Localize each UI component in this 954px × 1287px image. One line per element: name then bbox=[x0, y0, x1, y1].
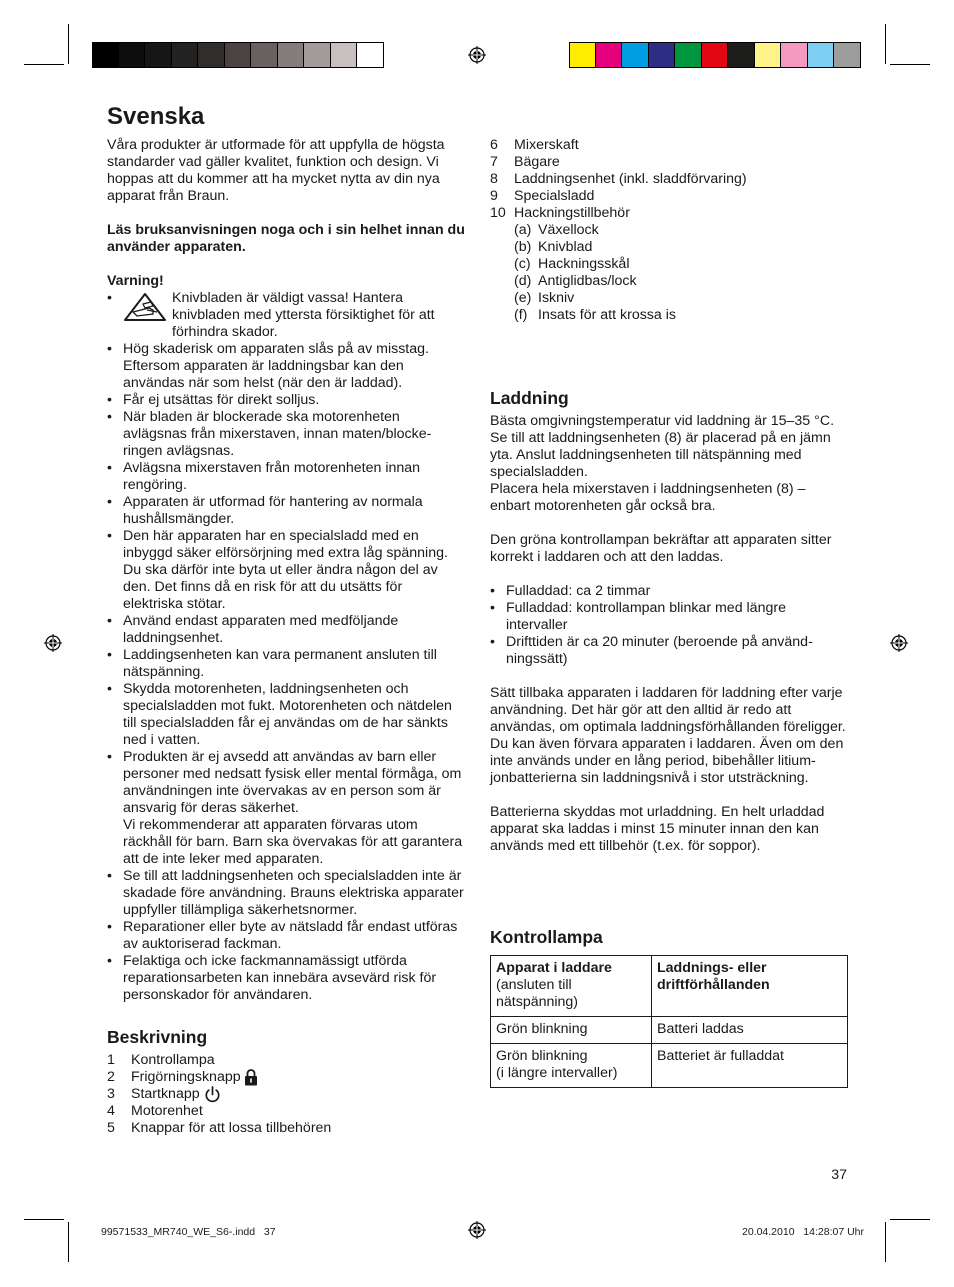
color-swatch bbox=[331, 42, 358, 68]
list-item: 6 Mixerskaft bbox=[490, 137, 579, 153]
registration-mark-icon bbox=[44, 634, 62, 652]
registration-mark-icon bbox=[468, 1221, 486, 1239]
color-swatch bbox=[781, 42, 808, 68]
page-number: 37 bbox=[831, 1167, 847, 1183]
list-item: 3 Startknapp bbox=[107, 1086, 465, 1103]
color-swatch bbox=[675, 42, 702, 68]
color-swatch bbox=[596, 42, 623, 68]
list-item: • Den här apparaten har en specialsladd med en inbyggd säker elförsörjning med extra låg spänning. Du ska därför inte byta ut eller ändra någon del av den. Det finns då en risk för att du utsätts för elektriska stötar. bbox=[107, 528, 465, 613]
warnings-list bbox=[107, 341, 465, 1004]
list-item: • Produkten är ej avsedd att användas av barn eller personer med nedsatt fysisk eller mental förmåga, om användningen inte övervakas av en person som är ansvarig för deras säkerhet. Vi rekommenderar att apparaten förvaras utom räckhåll för barn. Barn ska övervakas för att garantera att de inte leker med apparaten. bbox=[107, 749, 465, 868]
color-swatch bbox=[119, 42, 146, 68]
color-swatch bbox=[755, 42, 782, 68]
list-item: 4 Motorenhet bbox=[107, 1103, 203, 1119]
crop-mark bbox=[24, 1219, 64, 1220]
list-item: (d) Antiglidbas/lock bbox=[514, 273, 637, 289]
color-swatch bbox=[145, 42, 172, 68]
list-item: 9 Specialsladd bbox=[490, 188, 595, 204]
crop-mark bbox=[68, 24, 69, 64]
crop-mark bbox=[890, 64, 930, 65]
color-swatch bbox=[357, 42, 384, 68]
registration-mark-icon bbox=[890, 634, 908, 652]
color-swatch bbox=[304, 42, 331, 68]
list-item: • Skydda motorenheten, laddningsenheten och specialsladden mot fukt. Motorenheten och nätdelen till specialsladden får ej användas om de har sänkts ned i vatten. bbox=[107, 681, 465, 749]
list-item: • Hög skaderisk om apparaten slås på av misstag. Eftersom apparaten är laddningsbar kan den användas när som helst (när den är laddad). bbox=[107, 341, 465, 392]
table-header-row bbox=[491, 956, 848, 1017]
color-swatch bbox=[225, 42, 252, 68]
section-title-laddning: Laddning bbox=[490, 388, 569, 408]
table-row bbox=[491, 1017, 848, 1044]
accessory-sublist bbox=[490, 222, 848, 324]
right-column bbox=[490, 137, 848, 1088]
indicator-table bbox=[490, 955, 848, 1088]
list-item: (b) Knivblad bbox=[514, 239, 593, 255]
color-swatch bbox=[808, 42, 835, 68]
footer-file-info: 99571533_MR740_WE_S6-.indd 37 bbox=[101, 1226, 276, 1238]
list-item: 10 Hackningstillbehör bbox=[490, 205, 630, 221]
left-column bbox=[107, 103, 465, 1137]
read-notice: Läs bruksanvisningen noga och i sin helhet innan du använder apparaten. bbox=[107, 222, 465, 255]
laddning-bullets bbox=[490, 583, 848, 668]
list-item: 5 Knappar för att lossa tillbehören bbox=[107, 1120, 332, 1136]
list-item: (c) Hackningsskål bbox=[514, 256, 630, 272]
section-title-beskrivning: Beskrivning bbox=[107, 1027, 208, 1047]
crop-mark bbox=[68, 1222, 69, 1262]
crop-mark bbox=[24, 64, 64, 65]
table-row bbox=[491, 1044, 848, 1088]
warning-icon-text: Knivbladen är väldigt vassa! Hantera knivbladen med yttersta försiktighet för att förhindra skador. bbox=[172, 290, 435, 340]
crop-mark bbox=[885, 24, 886, 64]
list-item: • Använd endast apparaten med medföljande laddningsenhet. bbox=[107, 613, 465, 647]
color-swatch bbox=[172, 42, 199, 68]
list-item: 8 Laddningsenhet (inkl. sladdförvaring) bbox=[490, 171, 747, 187]
color-swatch bbox=[649, 42, 676, 68]
warning-icon-item: • Knivbladen är väldigt vassa! Hantera knivbladen med yttersta försiktighet för att förhindra skador. bbox=[107, 290, 435, 340]
list-item: • Får ej utsättas för direkt solljus. bbox=[107, 392, 465, 409]
color-swatch bbox=[278, 42, 305, 68]
footer-timestamp: 20.04.2010 14:28:07 Uhr bbox=[741, 1226, 864, 1238]
color-swatch bbox=[251, 42, 278, 68]
description-list-continued bbox=[490, 137, 848, 222]
grayscale-color-bar bbox=[92, 42, 384, 68]
section-title-kontrollampa: Kontrollampa bbox=[490, 927, 603, 947]
list-item: • Apparaten är utformad för hantering av normala hushållsmängder. bbox=[107, 494, 465, 528]
list-item: • Reparationer eller byte av nätsladd får endast utföras av auktoriserad fackman. bbox=[107, 919, 465, 953]
list-item: • Laddingsenheten kan vara permanent ansluten till nätspänning. bbox=[107, 647, 465, 681]
list-item: (a) Växellock bbox=[514, 222, 599, 238]
laddning-paragraph: Den gröna kontrollampan bekräftar att apparaten sitter korrekt i laddaren och att den laddas. bbox=[490, 532, 832, 565]
list-item: • Avlägsna mixerstaven från motorenheten innan rengöring. bbox=[107, 460, 465, 494]
process-color-bar bbox=[569, 42, 861, 68]
list-item: 7 Bägare bbox=[490, 154, 560, 170]
list-item: 1 Kontrollampa bbox=[107, 1052, 215, 1068]
color-swatch bbox=[569, 42, 596, 68]
intro-paragraph: Våra produkter är utformade för att uppfylla de högsta standarder vad gäller kvalitet, funktion och design. Vi hoppas att du kommer att ha mycket nytta av din nya apparat från Braun. bbox=[107, 137, 445, 204]
table-header-cell: Apparat i laddare bbox=[496, 960, 612, 976]
table-header-note: (ansluten till nätspänning) bbox=[496, 977, 579, 1010]
list-item: • Fulladdad: kontrollampan blinkar med längre intervaller bbox=[490, 600, 848, 634]
warning-label: Varning! bbox=[107, 273, 164, 289]
list-item: (f) Insats för att krossa is bbox=[514, 307, 676, 323]
color-swatch bbox=[834, 42, 861, 68]
laddning-paragraph: Bästa omgivningstemperatur vid laddning är 15–35 °C. Se till att laddningsenheten (8) är placerad på en jämn yta. Anslut laddningsenheten till nätspänning med specialsladden. Placera hela mixerstaven i laddningsenheten (8) – enbart motorenheten går också bra. bbox=[490, 413, 835, 514]
list-item: • Se till att laddningsenheten och specialsladden inte är skadade före användning. Brauns elektriska apparater uppfyller tillämpliga säkerhetsnormer. bbox=[107, 868, 465, 919]
power-icon bbox=[204, 1086, 221, 1103]
crop-mark bbox=[890, 1219, 930, 1220]
list-item: • När bladen är blockerade ska motorenheten avlägsnas från mixerstaven, innan maten/blockeringen avlägsnas. bbox=[107, 409, 465, 460]
table-cell: Batteri laddas bbox=[652, 1017, 848, 1044]
table-cell: Batteriet är fulladdat bbox=[652, 1044, 848, 1088]
color-swatch bbox=[702, 42, 729, 68]
registration-mark-icon bbox=[468, 46, 486, 64]
sharp-blade-warning-icon bbox=[123, 292, 167, 322]
color-swatch bbox=[92, 42, 119, 68]
color-swatch bbox=[622, 42, 649, 68]
color-swatch bbox=[198, 42, 225, 68]
color-swatch bbox=[728, 42, 755, 68]
description-list bbox=[107, 1052, 465, 1137]
list-item: • Felaktiga och icke fackmannamässigt utförda reparationsarbeten kan innebära avsevärd risk för personskador för användaren. bbox=[107, 953, 465, 1004]
laddning-paragraph: Sätt tillbaka apparaten i laddaren för laddning efter varje användning. Det här gör att den alltid är redo att användas, om optimala laddningsförhållanden föreligger. Du kan även förvara apparaten i laddaren. Även om den inte används under en lång period, bibehåller litium-jonbatterierna sin laddningsnivå i stor utsträckning. bbox=[490, 685, 846, 786]
list-item: • Drifttiden är ca 20 minuter (beroende på användningssätt) bbox=[490, 634, 848, 668]
laddning-paragraph: Batterierna skyddas mot urladdning. En helt urladdad apparat ska laddas i minst 15 minuter innan den kan används med ett tillbehör (t.ex. för soppor). bbox=[490, 804, 825, 854]
table-header-cell: Laddnings- eller driftförhållanden bbox=[652, 956, 848, 1017]
page-title: Svenska bbox=[107, 103, 205, 130]
list-item: • Fulladdad: ca 2 timmar bbox=[490, 583, 848, 600]
table-cell: Grön blinkning (i längre intervaller) bbox=[491, 1044, 652, 1088]
table-cell: Grön blinkning bbox=[491, 1017, 652, 1044]
list-item: 2 Frigörningsknapp bbox=[107, 1069, 465, 1086]
lock-icon bbox=[244, 1069, 258, 1086]
list-item: (e) Iskniv bbox=[514, 290, 575, 306]
crop-mark bbox=[885, 1222, 886, 1262]
